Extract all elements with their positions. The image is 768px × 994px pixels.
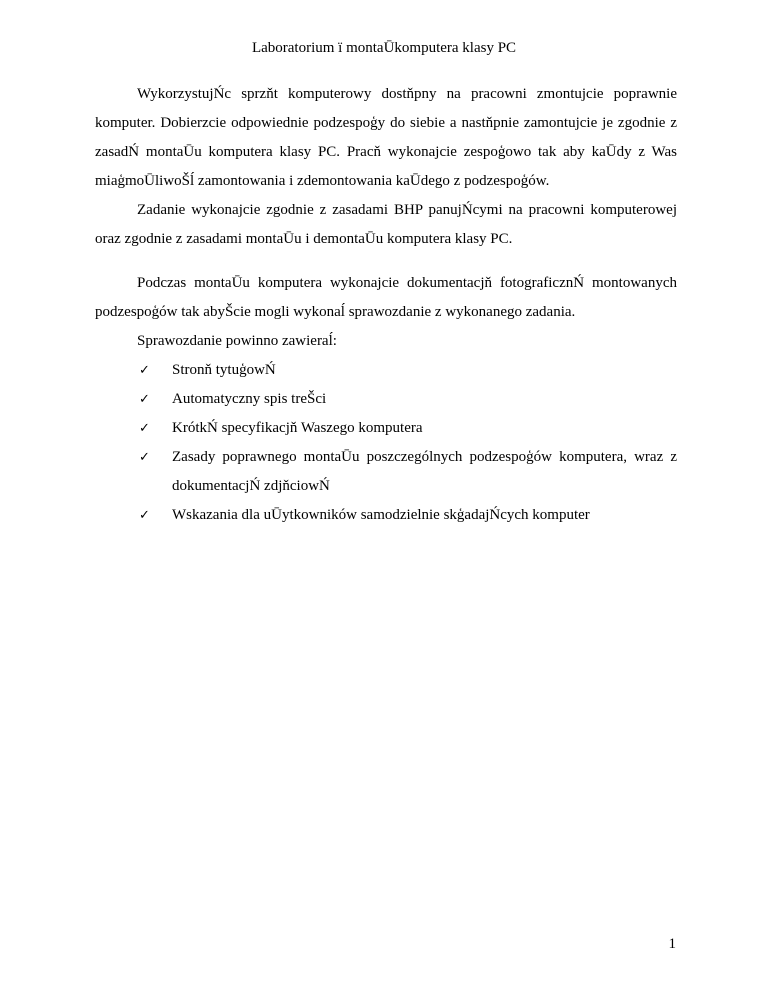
report-requirements-list <box>95 356 677 530</box>
list-item <box>137 501 677 530</box>
paragraph-documentation: Podczas montaŪu komputera wykonajcie dokumentacjň fotograficznŃ montowanych podzespoģów tak abyŠcie mogli wykonaĺ sprawozdanie z wykonanego zadania. <box>95 275 677 320</box>
paragraph-task: WykorzystujŃc sprzňt komputerowy dostňpny na pracowni zmontujcie poprawnie komputer. Dobierzcie odpowiednie podzespoģy do siebie a nastňpnie zamontujcie je zgodnie z zasadŃ montaŪu komputera klasy PC. Pracň wykonajcie zespoģowo tak aby kaŪdy z Was miaģmoŪliwoŠĺ zamontowania i zdemontowania kaŪdego z podzespoģów. <box>95 86 677 189</box>
list-item-text: Zasady poprawnego montaŪu poszczególnych podzespoģów komputera, wraz z dokumentacjŃ zdjňciowŃ <box>172 449 677 494</box>
paragraph-report-intro: Sprawozdanie powinno zawieraĺ: <box>137 333 337 349</box>
list-item-text: Automatyczny spis treŠci <box>172 391 327 407</box>
list-item <box>137 414 677 443</box>
paragraph-bhp: Zadanie wykonajcie zgodnie z zasadami BHP panujŃcymi na pracowni komputerowej oraz zgodnie z zasadami montaŪu i demontaŪu komputera klasy PC. <box>95 202 677 247</box>
check-icon: ✓ <box>139 421 150 436</box>
document-body <box>95 80 677 530</box>
list-item <box>137 356 677 385</box>
list-item-text: Stronň tytuģowŃ <box>172 362 276 378</box>
page-number: 1 <box>668 936 676 952</box>
check-icon: ✓ <box>139 392 150 407</box>
check-icon: ✓ <box>139 450 150 465</box>
list-item-text: Wskazania dla uŪytkowników samodzielnie skģadajŃcych komputer <box>172 507 590 523</box>
list-item-text: KrótkŃ specyfikacjň Waszego komputera <box>172 420 423 436</box>
check-icon: ✓ <box>139 363 150 378</box>
list-item <box>137 385 677 414</box>
paragraph-gap <box>95 254 677 269</box>
list-item <box>137 443 677 501</box>
check-icon: ✓ <box>139 508 150 523</box>
page-header: Laboratorium ï montaŪkomputera klasy PC <box>251 40 517 56</box>
